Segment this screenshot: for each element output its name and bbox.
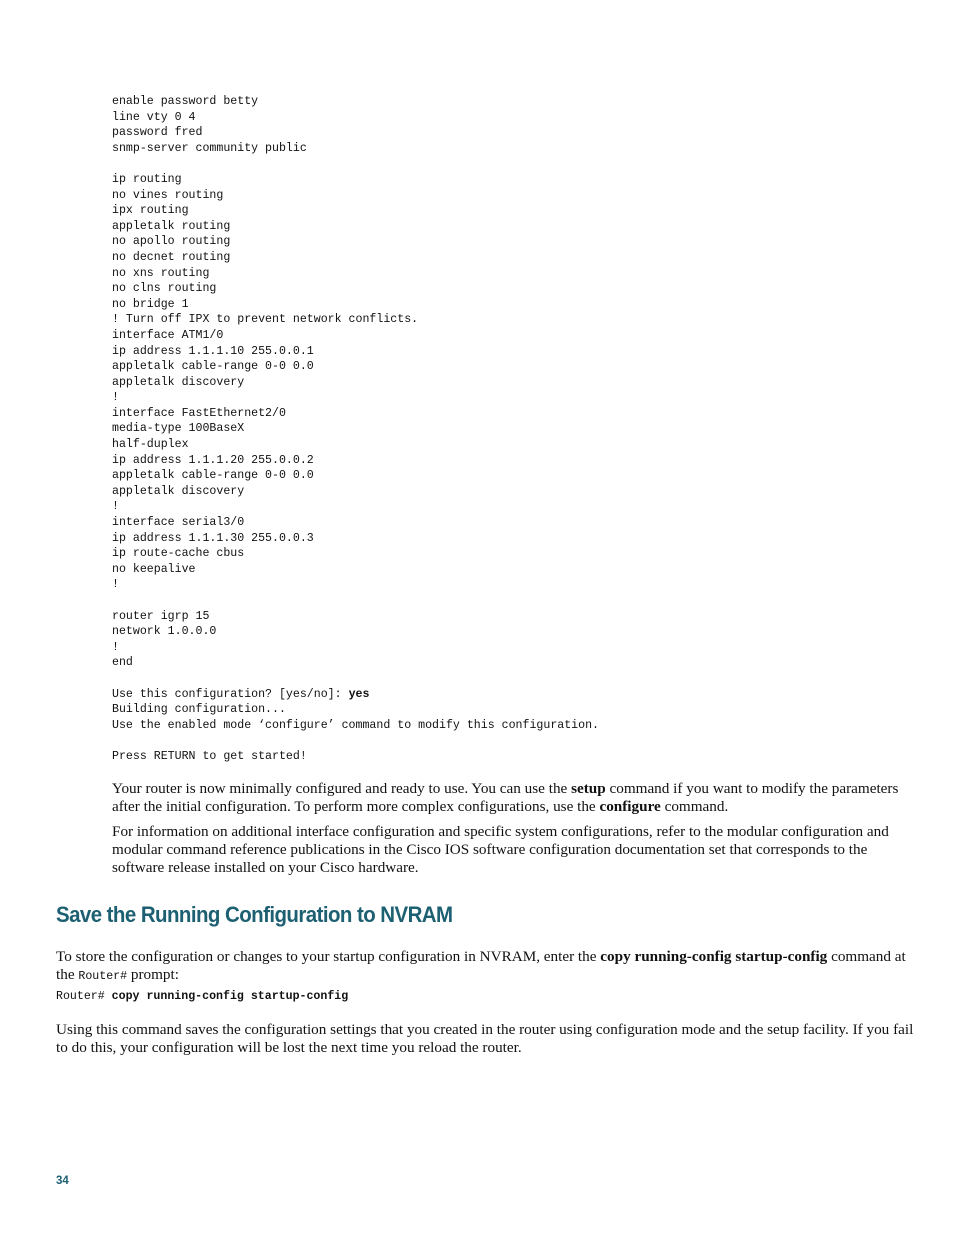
command-example <box>56 990 348 1003</box>
config-listing <box>112 94 599 765</box>
config-line: interface serial3/0 <box>112 516 245 530</box>
config-line: appletalk cable-range 0-0 0.0 <box>112 469 314 483</box>
config-line: ip address 1.1.1.30 255.0.0.3 <box>112 531 314 545</box>
p1-text-3: command. <box>660 798 729 815</box>
config-line: no decnet routing <box>112 250 231 264</box>
config-line: ip address 1.1.1.10 255.0.0.1 <box>112 344 314 358</box>
config-line: no bridge 1 <box>112 297 189 311</box>
config-line: snmp-server community public <box>112 141 307 155</box>
p3-text-3: prompt: <box>127 966 179 983</box>
config-line: half-duplex <box>112 438 189 452</box>
paragraph-store-config <box>56 948 916 986</box>
config-line: no apollo routing <box>112 235 231 249</box>
config-line <box>112 593 599 609</box>
config-line: router igrp 15 <box>112 609 210 623</box>
p1-text-1: Your router is now minimally configured and ready to use. You can use the <box>112 780 572 797</box>
paragraph-minimal-config <box>112 780 912 816</box>
command-prompt: Router# <box>56 990 112 1003</box>
config-line: Use this configuration? [yes/no]: yes <box>112 687 370 701</box>
config-line: ! Turn off IPX to prevent network conflicts. <box>112 313 419 327</box>
config-line: no clns routing <box>112 282 217 296</box>
config-line <box>112 156 599 172</box>
config-line: interface ATM1/0 <box>112 328 224 342</box>
router-prompt-inline: Router# <box>78 970 128 983</box>
config-line: ! <box>112 578 119 592</box>
copy-command: copy running-config startup-config <box>600 948 828 965</box>
config-line: appletalk discovery <box>112 375 245 389</box>
config-line: enable password betty <box>112 95 259 108</box>
config-line: appletalk routing <box>112 219 231 233</box>
config-line: ! <box>112 640 119 654</box>
config-line: line vty 0 4 <box>112 110 196 124</box>
p3-text-1: To store the configuration or changes to your startup configuration in NVRAM, enter the <box>56 948 601 965</box>
config-line: ip address 1.1.1.20 255.0.0.2 <box>112 453 314 467</box>
p3-text-2: command at the <box>56 948 906 983</box>
config-line <box>112 733 599 749</box>
paragraph-additional-info: For information on additional interface configuration and specific system configurations, refer to the modular configuration and modular command reference publications in the Cisco IOS software configuration documentation set that corresponds to the software release installed on your Cisco hardware. <box>112 823 889 876</box>
config-line: Press RETURN to get started! <box>112 749 307 763</box>
page-number: 34 <box>56 1175 69 1187</box>
setup-command: setup <box>571 780 606 797</box>
config-line: ipx routing <box>112 204 189 218</box>
config-line: end <box>112 656 133 670</box>
config-line: no keepalive <box>112 562 196 576</box>
config-line: Building configuration... <box>112 703 286 717</box>
config-line: no xns routing <box>112 266 210 280</box>
config-line: password fred <box>112 126 203 140</box>
section-heading: Save the Running Configuration to NVRAM <box>56 902 453 927</box>
configure-command: configure <box>599 798 661 815</box>
config-line: media-type 100BaseX <box>112 422 245 436</box>
config-line: ip routing <box>112 172 182 186</box>
config-line <box>112 671 599 687</box>
config-line: network 1.0.0.0 <box>112 625 217 639</box>
config-line: ip route-cache cbus <box>112 547 245 561</box>
config-line: no vines routing <box>112 188 224 202</box>
config-line: interface FastEthernet2/0 <box>112 406 286 420</box>
config-line: appletalk cable-range 0-0 0.0 <box>112 360 314 374</box>
config-line: ! <box>112 500 119 514</box>
config-line: Use the enabled mode ‘configure’ command to modify this configuration. <box>112 718 600 732</box>
config-line: appletalk discovery <box>112 484 245 498</box>
config-answer: yes <box>348 687 370 701</box>
p1-text-2: command if you want to modify the parameters after the initial configuration. To perform more complex configurations, use the <box>112 780 899 815</box>
command-text: copy running-config startup-config <box>111 990 349 1003</box>
config-line: ! <box>112 391 119 405</box>
paragraph-command-effect: Using this command saves the configuration settings that you created in the router using configuration mode and the setup facility. If you fail to do this, your configuration will be lost the next time you reload the router. <box>56 1021 914 1056</box>
